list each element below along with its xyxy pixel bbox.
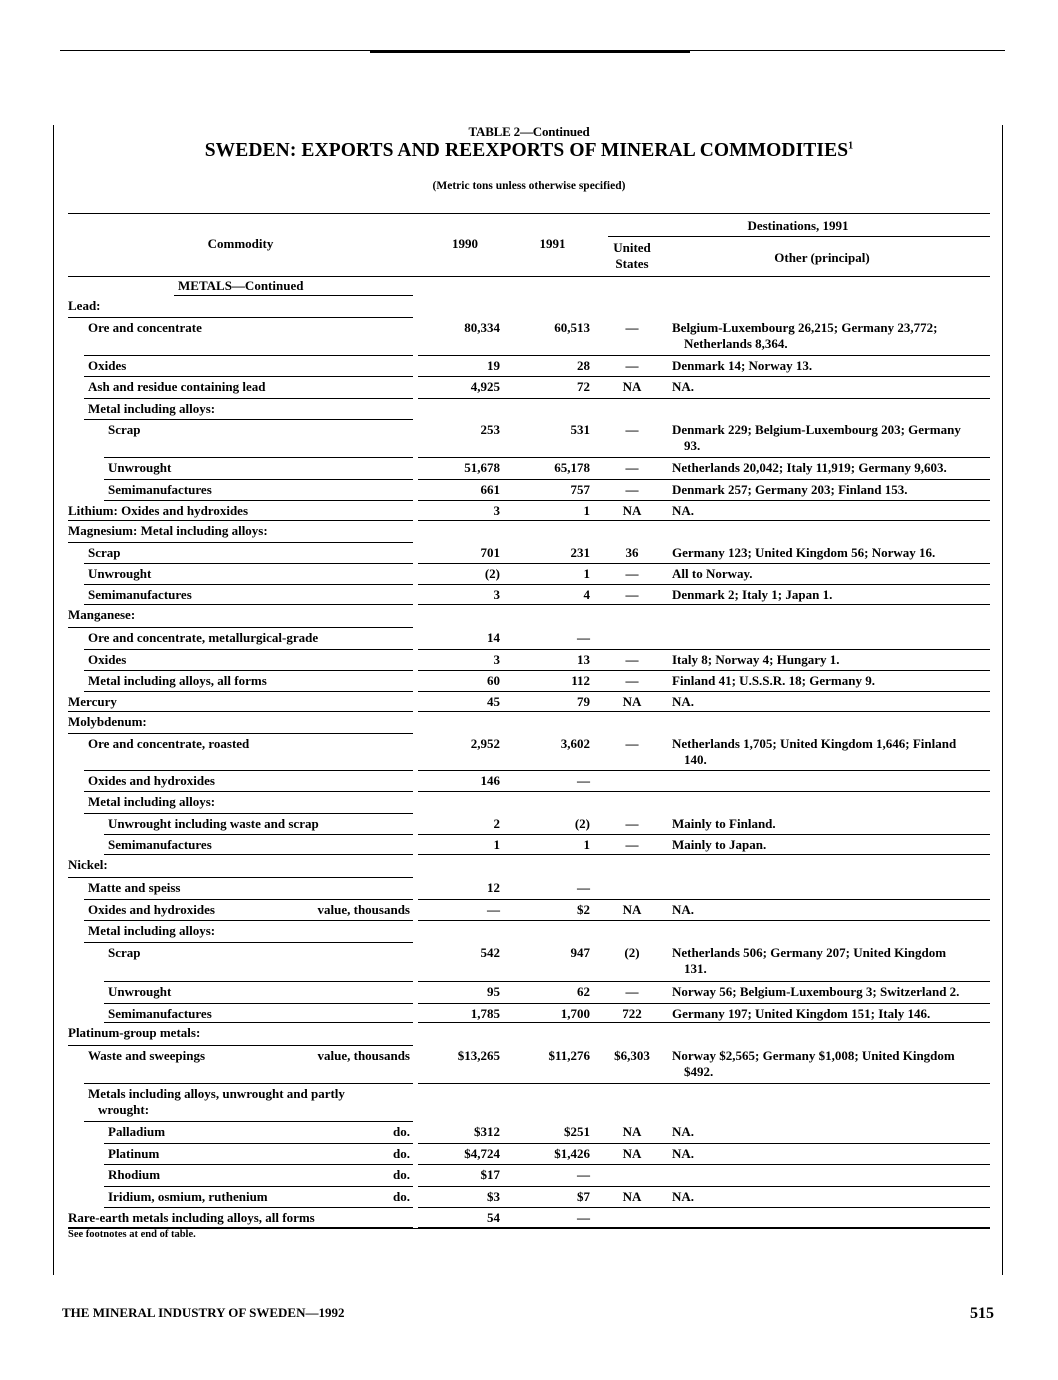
row-rule (84, 670, 413, 671)
title-footnote-mark: 1 (848, 140, 854, 152)
row-rule-values (418, 479, 990, 480)
other-destinations-cell: Netherlands 1,705; United Kingdom 1,646; Finland (672, 736, 957, 751)
top-rule-thick (370, 50, 690, 53)
other-destinations-cell: NA. (672, 1146, 695, 1161)
other-destinations-cell: Germany 197; United Kingdom 151; Italy 146. (672, 1006, 931, 1021)
united-states-cell: — (625, 837, 639, 852)
value-1990-cell: 19 (487, 358, 500, 373)
value-1990-cell: 3 (493, 503, 500, 518)
row-rule (104, 500, 413, 501)
value-1990-cell: $13,265 (457, 1048, 500, 1063)
other-destinations-cont: Netherlands 8,364. (684, 336, 788, 351)
header-commodity: Commodity (207, 236, 274, 251)
row-rule (104, 1164, 413, 1165)
value-1991-cell: 1 (583, 503, 590, 518)
value-1990-cell: 2,952 (470, 736, 500, 751)
value-1991-cell: $2 (577, 902, 590, 917)
value-1990-cell: 51,678 (464, 460, 500, 475)
value-1990-cell: — (487, 902, 500, 917)
row-rule-values (418, 1143, 990, 1144)
value-1991-cell: 13 (577, 652, 590, 667)
value-1990-cell: $3 (487, 1189, 500, 1204)
value-1990-cell: 3 (493, 652, 500, 667)
commodity-cell: Iridium, osmium, ruthenium (108, 1189, 268, 1204)
row-rule-values (418, 899, 990, 900)
commodity-cell: Mercury (68, 694, 117, 709)
united-states-cell: — (625, 673, 639, 688)
row-rule-values (418, 584, 990, 585)
value-1991-cell: 72 (577, 379, 590, 394)
value-1991-cell: $11,276 (548, 1048, 590, 1063)
unit-cell: do. (393, 1189, 410, 1204)
other-destinations-cell: NA. (672, 379, 695, 394)
row-rule (104, 1143, 413, 1144)
value-1991-cell: — (577, 630, 590, 645)
running-title: THE MINERAL INDUSTRY OF SWEDEN—1992 (62, 1305, 345, 1320)
united-states-cell: NA (622, 379, 642, 394)
commodity-cell: Semimanufactures (108, 1006, 212, 1021)
commodity-cell: Ore and concentrate, metallurgical-grade (88, 630, 319, 645)
row-rule (68, 711, 413, 712)
row-rule (104, 457, 413, 458)
row-rule (104, 1186, 413, 1187)
row-rule (84, 355, 413, 356)
value-1990-cell: 2 (493, 816, 500, 831)
commodity-cell: Metal including alloys, all forms (88, 673, 267, 688)
row-rule (104, 981, 413, 982)
commodity-cell: Palladium (108, 1124, 166, 1139)
row-rule (84, 920, 413, 921)
row-rule (84, 813, 413, 814)
row-rule (104, 854, 413, 855)
header-1990: 1990 (452, 236, 478, 251)
commodity-cell: Oxides (88, 358, 127, 373)
row-rule (84, 376, 413, 377)
row-rule-values (418, 770, 990, 771)
value-1991-cell: 757 (570, 482, 590, 497)
commodity-cell: Semimanufactures (88, 587, 192, 602)
row-rule-values (418, 834, 990, 835)
row-rule (68, 1045, 413, 1046)
other-destinations-cell: Denmark 14; Norway 13. (672, 358, 813, 373)
other-destinations-cell: Italy 8; Norway 4; Hungary 1. (672, 652, 840, 667)
row-rule-values (418, 1022, 990, 1023)
commodity-cell: Lead: (68, 298, 101, 313)
united-states-cell: — (625, 816, 639, 831)
united-states-cell: — (625, 652, 639, 667)
commodity-cell: Metal including alloys: (88, 401, 216, 416)
other-destinations-cell: NA. (672, 902, 695, 917)
other-destinations-cell: Norway 56; Belgium-Luxembourg 3; Switzerland 2. (672, 984, 960, 999)
value-1990-cell: 45 (487, 694, 500, 709)
other-destinations-cell: Denmark 2; Italy 1; Japan 1. (672, 587, 833, 602)
other-destinations-cell: Belgium-Luxembourg 26,215; Germany 23,772; (672, 320, 938, 335)
value-1991-cell: 65,178 (554, 460, 590, 475)
commodity-cell: Oxides and hydroxides (88, 902, 215, 917)
row-rule-values (418, 920, 990, 921)
header-other-principal: Other (principal) (774, 250, 870, 265)
united-states-cell: — (625, 320, 639, 335)
commodity-cell: Nickel: (68, 857, 108, 872)
value-1991-cell: 4 (583, 587, 590, 602)
other-destinations-cell: Mainly to Japan. (672, 837, 767, 852)
header-bottom-rule (68, 276, 990, 277)
other-destinations-cell: All to Norway. (672, 566, 753, 581)
row-rule-values (418, 1083, 990, 1084)
header-us-line1: United (613, 240, 651, 255)
united-states-cell: NA (622, 694, 642, 709)
other-destinations-cell: Denmark 257; Germany 203; Finland 153. (672, 482, 908, 497)
header-top-rule (68, 213, 990, 214)
commodity-cell: Unwrought (88, 566, 152, 581)
header-united-states (608, 240, 656, 272)
row-rule (174, 295, 413, 296)
row-rule (68, 542, 413, 543)
united-states-cell: NA (622, 503, 642, 518)
other-destinations-cell: NA. (672, 1189, 695, 1204)
value-1991-cell: 112 (571, 673, 590, 688)
value-1991-cell: — (577, 1210, 590, 1225)
unit-cell: do. (393, 1124, 410, 1139)
united-states-cell: NA (622, 1124, 642, 1139)
table-label: TABLE 2—Continued (468, 124, 590, 139)
row-rule (84, 691, 413, 692)
page-number: 515 (970, 1305, 994, 1322)
value-1990-cell: $312 (474, 1124, 500, 1139)
value-1990-cell: 12 (487, 880, 500, 895)
commodity-cell: Magnesium: Metal including alloys: (68, 523, 268, 538)
value-1991-cell: 62 (577, 984, 590, 999)
row-rule-values (418, 563, 990, 564)
row-rule (84, 604, 413, 605)
row-rule-values (418, 791, 990, 792)
united-states-cell: — (625, 358, 639, 373)
row-rule (84, 1121, 413, 1122)
commodity-cell: Oxides and hydroxides (88, 773, 215, 788)
other-destinations-cell: NA. (672, 694, 695, 709)
row-rule-values (418, 1164, 990, 1165)
row-rule-values (418, 355, 990, 356)
other-destinations-cell: Netherlands 20,042; Italy 11,919; Germany 9,603. (672, 460, 947, 475)
united-states-cell: 722 (622, 1006, 642, 1021)
row-rule (104, 834, 413, 835)
value-1991-cell: (2) (574, 816, 590, 831)
commodity-cell: Metals including alloys, unwrought and partly (88, 1086, 345, 1101)
other-destinations-cont: 93. (684, 438, 701, 453)
value-1990-cell: $4,724 (464, 1146, 500, 1161)
row-rule (84, 563, 413, 564)
commodity-cell: Scrap (108, 945, 141, 960)
united-states-cell: — (625, 422, 639, 437)
other-destinations-cell: Germany 123; United Kingdom 56; Norway 16. (672, 545, 936, 560)
value-1991-cell: 79 (577, 694, 590, 709)
other-destinations-cont: 131. (684, 961, 707, 976)
united-states-cell: — (625, 736, 639, 751)
commodity-cell: Waste and sweepings (88, 1048, 206, 1063)
commodity-cell: Scrap (108, 422, 141, 437)
united-states-cell: — (625, 984, 639, 999)
commodity-cell: Semimanufactures (108, 837, 212, 852)
commodity-cell: Unwrought including waste and scrap (108, 816, 319, 831)
commodity-cell: Rare-earth metals including alloys, all forms (68, 1210, 315, 1225)
united-states-cell: — (625, 482, 639, 497)
row-rule (68, 317, 413, 318)
table-bottom-rule (68, 1228, 990, 1229)
value-1990-cell: $17 (480, 1167, 500, 1182)
footnote-note: See footnotes at end of table. (68, 1229, 196, 1240)
row-rule (84, 419, 413, 420)
header-1991: 1991 (539, 236, 566, 251)
value-1991-cell: $251 (564, 1124, 590, 1139)
other-destinations-cell: Denmark 229; Belgium-Luxembourg 203; Germany (672, 422, 961, 437)
value-1991-cell: — (577, 773, 590, 788)
row-rule-values (418, 457, 990, 458)
row-rule-values (418, 1186, 990, 1187)
row-rule (84, 649, 413, 650)
row-rule (84, 942, 413, 943)
row-rule-values (418, 1003, 990, 1004)
other-destinations-cell: NA. (672, 503, 695, 518)
row-rule-values (418, 398, 990, 399)
value-1991-cell: 1 (583, 837, 590, 852)
commodity-cell: Rhodium (108, 1167, 161, 1182)
row-rule-values (418, 854, 990, 855)
unit-cell: value, thousands (317, 902, 410, 917)
other-destinations-cell: Netherlands 506; Germany 207; United Kingdom (672, 945, 947, 960)
value-1991-cell: $7 (577, 1189, 590, 1204)
header-us-line2: States (615, 256, 649, 271)
row-rule-values (418, 670, 990, 671)
row-rule (84, 770, 413, 771)
commodity-cell: Semimanufactures (108, 482, 212, 497)
row-rule (68, 733, 413, 734)
row-rule-values (418, 520, 990, 521)
value-1991-cell: 1,700 (560, 1006, 590, 1021)
row-rule (84, 1083, 413, 1084)
table-title-text: SWEDEN: EXPORTS AND REEXPORTS OF MINERAL COMMODITIES (204, 140, 849, 161)
row-rule-values (418, 649, 990, 650)
row-rule (84, 899, 413, 900)
value-1991-cell: 60,513 (554, 320, 590, 335)
left-margin-rule (53, 125, 54, 1275)
value-1990-cell: 701 (480, 545, 500, 560)
row-rule (68, 520, 413, 521)
united-states-cell: NA (622, 1189, 642, 1204)
commodity-cell: Oxides (88, 652, 127, 667)
united-states-cell: (2) (624, 945, 640, 960)
row-rule (68, 627, 413, 628)
other-destinations-cell: Finland 41; U.S.S.R. 18; Germany 9. (672, 673, 875, 688)
value-1991-cell: 3,602 (560, 736, 590, 751)
commodity-cell: Manganese: (68, 607, 136, 622)
value-1990-cell: (2) (484, 566, 500, 581)
united-states-cell: 36 (625, 545, 639, 560)
value-1990-cell: 253 (480, 422, 500, 437)
commodity-cell: METALS—Continued (178, 278, 304, 293)
commodity-cell: Ash and residue containing lead (88, 379, 266, 394)
value-1990-cell: 542 (480, 945, 500, 960)
value-1990-cell: 661 (480, 482, 500, 497)
value-1990-cell: 146 (480, 773, 500, 788)
row-rule-values (418, 500, 990, 501)
unit-cell: do. (393, 1167, 410, 1182)
commodity-cell: Lithium: Oxides and hydroxides (68, 503, 249, 518)
other-destinations-cell: Norway $2,565; Germany $1,008; United Kingdom (672, 1048, 955, 1063)
value-1991-cell: 531 (570, 422, 590, 437)
commodity-cell: Unwrought (108, 460, 172, 475)
unit-cell: do. (393, 1146, 410, 1161)
row-rule (84, 398, 413, 399)
row-rule (104, 1022, 413, 1023)
row-rule (104, 1207, 413, 1208)
row-rule (84, 791, 413, 792)
value-1990-cell: 54 (487, 1210, 500, 1225)
row-rule (104, 479, 413, 480)
commodity-cell: Ore and concentrate, roasted (88, 736, 250, 751)
commodity-cell: Ore and concentrate (88, 320, 202, 335)
other-destinations-cont: $492. (684, 1064, 714, 1079)
united-states-cell: NA (622, 902, 642, 917)
commodity-cell: Platinum (108, 1146, 160, 1161)
value-1991-cell: $1,426 (554, 1146, 590, 1161)
value-1990-cell: 4,925 (470, 379, 500, 394)
value-1990-cell: 14 (487, 630, 500, 645)
value-1991-cell: 231 (570, 545, 590, 560)
value-1990-cell: 1,785 (470, 1006, 500, 1021)
commodity-cell: Metal including alloys: (88, 923, 216, 938)
commodity-cell: Matte and speiss (88, 880, 181, 895)
united-states-cell: — (625, 460, 639, 475)
united-states-cell: NA (622, 1146, 642, 1161)
table-units-note: (Metric tons unless otherwise specified) (432, 180, 626, 192)
commodity-cell: Metal including alloys: (88, 794, 216, 809)
united-states-cell: — (625, 566, 639, 581)
commodity-cell-cont: wrought: (98, 1102, 150, 1117)
value-1990-cell: 95 (487, 984, 500, 999)
commodity-cell: Platinum-group metals: (68, 1025, 201, 1040)
value-1990-cell: 1 (493, 837, 500, 852)
value-1990-cell: 80,334 (464, 320, 500, 335)
other-destinations-cell: NA. (672, 1124, 695, 1139)
row-rule (104, 1003, 413, 1004)
right-margin-rule (1002, 125, 1003, 1275)
table-title (0, 140, 1058, 162)
row-rule-values (418, 691, 990, 692)
header-destinations: Destinations, 1991 (747, 218, 849, 233)
value-1991-cell: 1 (583, 566, 590, 581)
row-rule-values (418, 981, 990, 982)
value-1990-cell: 3 (493, 587, 500, 602)
row-rule-values (418, 604, 990, 605)
row-rule-values (418, 711, 990, 712)
value-1990-cell: 60 (487, 673, 500, 688)
commodity-cell: Unwrought (108, 984, 172, 999)
commodity-cell: Scrap (88, 545, 121, 560)
value-1991-cell: 28 (577, 358, 590, 373)
united-states-cell: — (625, 587, 639, 602)
value-1991-cell: — (577, 880, 590, 895)
header-destinations-rule (608, 236, 990, 237)
commodity-cell: Molybdenum: (68, 714, 147, 729)
value-1991-cell: — (577, 1167, 590, 1182)
row-rule-values (418, 1207, 990, 1208)
row-rule (84, 584, 413, 585)
united-states-cell: $6,303 (614, 1048, 650, 1063)
value-1991-cell: 947 (570, 945, 590, 960)
other-destinations-cont: 140. (684, 752, 707, 767)
row-rule (68, 877, 413, 878)
row-rule-values (418, 376, 990, 377)
other-destinations-cell: Mainly to Finland. (672, 816, 776, 831)
unit-cell: value, thousands (317, 1048, 410, 1063)
